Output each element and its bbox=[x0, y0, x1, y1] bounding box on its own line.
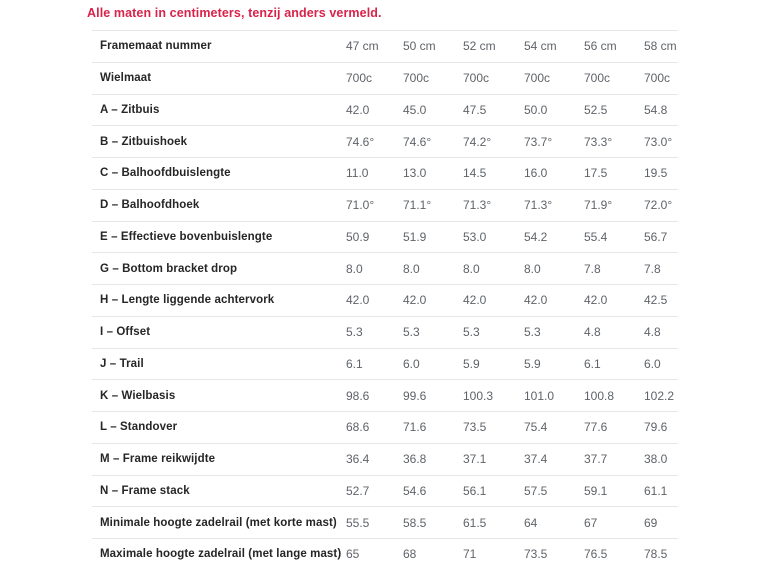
table-row bbox=[92, 349, 678, 381]
table-row bbox=[92, 31, 678, 63]
cell-value: 5.9 bbox=[524, 356, 541, 371]
cell-value: 8.0 bbox=[346, 261, 363, 276]
cell-value: 73.7° bbox=[524, 134, 553, 149]
table-row bbox=[92, 63, 678, 95]
cell-value: 102.2 bbox=[644, 388, 675, 403]
cell-value: 100.3 bbox=[463, 388, 494, 403]
cell-value: 47 cm bbox=[346, 39, 379, 54]
cell-value: 6.1 bbox=[346, 356, 363, 371]
row-label: J – Trail bbox=[100, 357, 144, 370]
cell-value: 54.6 bbox=[403, 483, 427, 498]
table-row bbox=[92, 507, 678, 539]
cell-value: 700c bbox=[463, 71, 490, 86]
cell-value: 52.5 bbox=[584, 102, 608, 117]
cell-value: 71.9° bbox=[584, 198, 613, 213]
table-row bbox=[92, 444, 678, 476]
geometry-table bbox=[92, 30, 678, 570]
cell-value: 54.2 bbox=[524, 229, 548, 244]
cell-value: 11.0 bbox=[346, 166, 369, 181]
cell-value: 42.5 bbox=[644, 293, 668, 308]
cell-value: 101.0 bbox=[524, 388, 555, 403]
cell-value: 14.5 bbox=[463, 166, 487, 181]
cell-value: 100.8 bbox=[584, 388, 615, 403]
row-label: Framemaat nummer bbox=[100, 40, 212, 53]
cell-value: 68.6 bbox=[346, 420, 370, 435]
row-label: I – Offset bbox=[100, 326, 151, 339]
cell-value: 19.5 bbox=[644, 166, 668, 181]
row-label: B – Zitbuishoek bbox=[100, 135, 188, 148]
cell-value: 4.8 bbox=[644, 325, 661, 340]
cell-value: 6.0 bbox=[644, 356, 661, 371]
row-label: H – Lengte liggende achtervork bbox=[100, 294, 275, 307]
cell-value: 8.0 bbox=[403, 261, 420, 276]
cell-value: 17.5 bbox=[584, 166, 608, 181]
cell-value: 36.8 bbox=[403, 452, 427, 467]
cell-value: 42.0 bbox=[403, 293, 427, 308]
row-label: D – Balhoofdhoek bbox=[100, 199, 200, 212]
units-note: Alle maten in centimeters, tenzij anders vermeld. bbox=[87, 6, 382, 20]
cell-value: 700c bbox=[346, 71, 373, 86]
cell-value: 13.0 bbox=[403, 166, 427, 181]
cell-value: 59.1 bbox=[584, 483, 608, 498]
cell-value: 57.5 bbox=[524, 483, 548, 498]
cell-value: 61.5 bbox=[463, 515, 487, 530]
cell-value: 5.9 bbox=[463, 356, 480, 371]
table-row bbox=[92, 158, 678, 190]
cell-value: 73.5 bbox=[463, 420, 487, 435]
cell-value: 700c bbox=[644, 71, 671, 86]
cell-value: 38.0 bbox=[644, 452, 668, 467]
row-label: C – Balhoofdbuislengte bbox=[100, 167, 231, 180]
row-label: G – Bottom bracket drop bbox=[100, 262, 238, 275]
cell-value: 51.9 bbox=[403, 229, 427, 244]
cell-value: 42.0 bbox=[346, 293, 370, 308]
cell-value: 58 cm bbox=[644, 39, 677, 54]
table-row bbox=[92, 539, 678, 570]
cell-value: 8.0 bbox=[463, 261, 480, 276]
cell-value: 79.6 bbox=[644, 420, 668, 435]
row-label: M – Frame reikwijdte bbox=[100, 453, 216, 466]
cell-value: 8.0 bbox=[524, 261, 541, 276]
cell-value: 47.5 bbox=[463, 102, 487, 117]
cell-value: 71.1° bbox=[403, 198, 432, 213]
cell-value: 7.8 bbox=[584, 261, 601, 276]
row-label: Maximale hoogte zadelrail (met lange mast) bbox=[100, 548, 342, 561]
cell-value: 7.8 bbox=[644, 261, 661, 276]
cell-value: 69 bbox=[644, 515, 658, 530]
cell-value: 71.3° bbox=[524, 198, 553, 213]
table-row bbox=[92, 253, 678, 285]
row-label: E – Effectieve bovenbuislengte bbox=[100, 230, 273, 243]
row-label: A – Zitbuis bbox=[100, 103, 160, 116]
cell-value: 73.3° bbox=[584, 134, 613, 149]
cell-value: 74.6° bbox=[346, 134, 375, 149]
cell-value: 61.1 bbox=[644, 483, 668, 498]
cell-value: 74.2° bbox=[463, 134, 492, 149]
row-label: N – Frame stack bbox=[100, 484, 190, 497]
cell-value: 54.8 bbox=[644, 102, 668, 117]
cell-value: 700c bbox=[403, 71, 430, 86]
cell-value: 75.4 bbox=[524, 420, 548, 435]
cell-value: 99.6 bbox=[403, 388, 427, 403]
cell-value: 42.0 bbox=[463, 293, 487, 308]
table-row bbox=[92, 476, 678, 508]
table-row bbox=[92, 285, 678, 317]
cell-value: 6.1 bbox=[584, 356, 601, 371]
cell-value: 71 bbox=[463, 547, 477, 562]
cell-value: 6.0 bbox=[403, 356, 420, 371]
row-label: L – Standover bbox=[100, 421, 178, 434]
cell-value: 16.0 bbox=[524, 166, 548, 181]
cell-value: 68 bbox=[403, 547, 417, 562]
cell-value: 5.3 bbox=[346, 325, 363, 340]
cell-value: 58.5 bbox=[403, 515, 427, 530]
cell-value: 71.3° bbox=[463, 198, 492, 213]
cell-value: 71.0° bbox=[346, 198, 375, 213]
cell-value: 42.0 bbox=[584, 293, 608, 308]
cell-value: 5.3 bbox=[463, 325, 480, 340]
row-label: Minimale hoogte zadelrail (met korte mast) bbox=[100, 516, 337, 529]
cell-value: 700c bbox=[584, 71, 611, 86]
cell-value: 42.0 bbox=[524, 293, 548, 308]
cell-value: 54 cm bbox=[524, 39, 557, 54]
row-label: K – Wielbasis bbox=[100, 389, 176, 402]
cell-value: 52.7 bbox=[346, 483, 370, 498]
cell-value: 700c bbox=[524, 71, 551, 86]
cell-value: 74.6° bbox=[403, 134, 432, 149]
cell-value: 37.1 bbox=[463, 452, 487, 467]
cell-value: 5.3 bbox=[524, 325, 541, 340]
table-row bbox=[92, 222, 678, 254]
cell-value: 98.6 bbox=[346, 388, 370, 403]
cell-value: 71.6 bbox=[403, 420, 427, 435]
row-label: Wielmaat bbox=[100, 72, 152, 85]
cell-value: 36.4 bbox=[346, 452, 370, 467]
table-row bbox=[92, 126, 678, 158]
cell-value: 50.9 bbox=[346, 229, 370, 244]
cell-value: 50 cm bbox=[403, 39, 436, 54]
table-row bbox=[92, 317, 678, 349]
cell-value: 56.1 bbox=[463, 483, 487, 498]
cell-value: 42.0 bbox=[346, 102, 370, 117]
cell-value: 76.5 bbox=[584, 547, 608, 562]
table-row bbox=[92, 380, 678, 412]
cell-value: 67 bbox=[584, 515, 598, 530]
cell-value: 56 cm bbox=[584, 39, 617, 54]
table-row bbox=[92, 95, 678, 127]
table-row bbox=[92, 190, 678, 222]
cell-value: 73.0° bbox=[644, 134, 673, 149]
table-row bbox=[92, 412, 678, 444]
cell-value: 53.0 bbox=[463, 229, 487, 244]
cell-value: 55.4 bbox=[584, 229, 608, 244]
cell-value: 37.4 bbox=[524, 452, 548, 467]
cell-value: 37.7 bbox=[584, 452, 608, 467]
cell-value: 77.6 bbox=[584, 420, 608, 435]
cell-value: 55.5 bbox=[346, 515, 370, 530]
cell-value: 72.0° bbox=[644, 198, 673, 213]
cell-value: 50.0 bbox=[524, 102, 548, 117]
cell-value: 64 bbox=[524, 515, 538, 530]
cell-value: 65 bbox=[346, 547, 360, 562]
cell-value: 5.3 bbox=[403, 325, 420, 340]
cell-value: 78.5 bbox=[644, 547, 668, 562]
cell-value: 73.5 bbox=[524, 547, 548, 562]
cell-value: 56.7 bbox=[644, 229, 668, 244]
cell-value: 45.0 bbox=[403, 102, 427, 117]
cell-value: 4.8 bbox=[584, 325, 601, 340]
cell-value: 52 cm bbox=[463, 39, 496, 54]
